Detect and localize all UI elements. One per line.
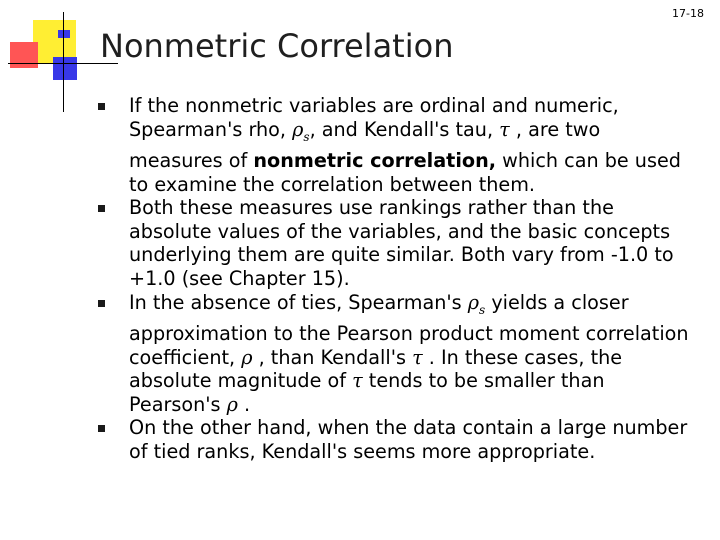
- rho-s-symbol: $\rho_s$: [292, 117, 310, 144]
- logo-blue-square: [53, 57, 77, 80]
- slide-number: 17-18: [672, 7, 704, 20]
- logo-red-square: [10, 42, 38, 68]
- bullet-marker-icon: [98, 425, 105, 432]
- tau-symbol: τ: [499, 117, 510, 141]
- bullet-item: In the absence of ties, Spearman's $\rho_s$ yields a closer approximation to the Pearson product moment correlation coefficient, ρ , than Kendall's τ . In these cases, the absolute magnitude of τ tends to be smaller than Pearson's ρ .: [98, 291, 698, 417]
- rho-symbol: ρ: [226, 392, 238, 416]
- bullet-item: If the nonmetric variables are ordinal and numeric, Spearman's rho, $\rho_s$, and Kendall's tau, τ , are two measures of nonmetric correlation, which can be used to examine the correlation between them.: [98, 94, 698, 196]
- bullet-item: On the other hand, when the data contain a large number of tied ranks, Kendall's seems more appropriate.: [98, 416, 698, 463]
- bullet-marker-icon: [98, 205, 105, 212]
- rho-s-symbol: $\rho_s$: [467, 290, 486, 317]
- logo-vertical-line: [63, 12, 64, 112]
- slide-title: Nonmetric Correlation: [100, 27, 454, 65]
- bullet-marker-icon: [98, 300, 105, 307]
- tau-symbol: τ: [412, 345, 423, 369]
- logo-blue-small-square: [58, 30, 70, 38]
- tau-symbol: τ: [352, 369, 363, 393]
- bullet-list: [98, 94, 698, 464]
- bold-term: nonmetric correlation,: [253, 149, 497, 173]
- rho-symbol: ρ: [241, 345, 253, 369]
- bullet-item: Both these measures use rankings rather than the absolute values of the variables, and the basic concepts underlying them are quite similar. Both vary from -1.0 to +1.0 (see Chapter 15).: [98, 196, 698, 290]
- bullet-marker-icon: [98, 103, 105, 110]
